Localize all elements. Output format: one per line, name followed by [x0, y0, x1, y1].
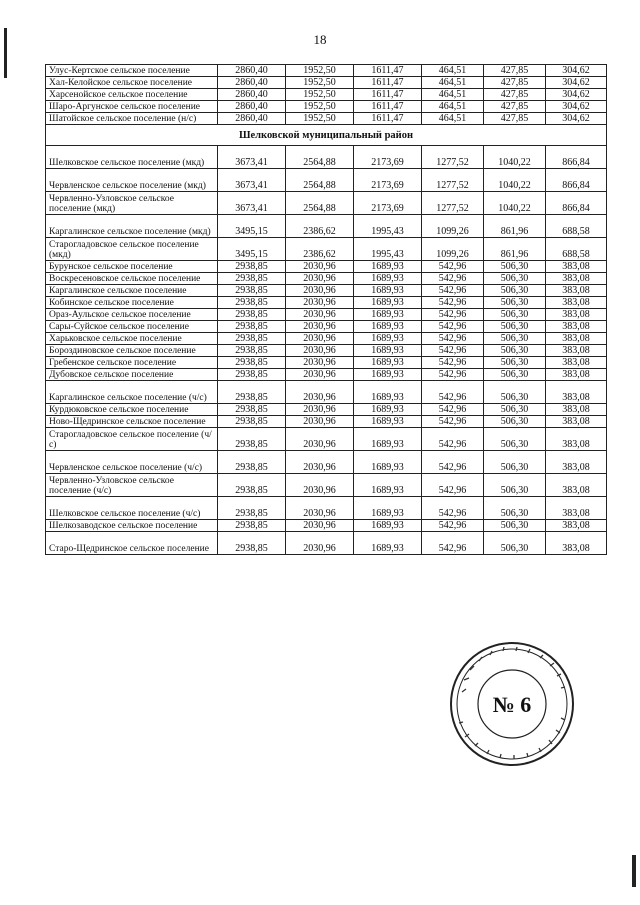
tariff-value: 2938,85 — [218, 309, 286, 321]
tariff-value: 383,08 — [546, 369, 607, 381]
tariff-value: 464,51 — [422, 77, 484, 89]
tariff-value: 383,08 — [546, 520, 607, 532]
tariff-value: 542,96 — [422, 428, 484, 451]
tariff-value: 383,08 — [546, 261, 607, 273]
tariff-value: 383,08 — [546, 285, 607, 297]
table-row — [46, 333, 607, 345]
tariff-value: 2938,85 — [218, 451, 286, 474]
tariff-value: 1995,43 — [354, 238, 422, 261]
tariff-value: 1099,26 — [422, 238, 484, 261]
tariff-value: 2030,96 — [286, 404, 354, 416]
tariff-value: 1689,93 — [354, 345, 422, 357]
tariff-value: 2938,85 — [218, 321, 286, 333]
tariff-value: 2030,96 — [286, 532, 354, 555]
tariff-value: 506,30 — [484, 404, 546, 416]
tariff-value: 304,62 — [546, 101, 607, 113]
tariff-value: 542,96 — [422, 321, 484, 333]
table-row — [46, 404, 607, 416]
tariff-value: 383,08 — [546, 404, 607, 416]
tariff-value: 304,62 — [546, 77, 607, 89]
tariff-value: 2030,96 — [286, 428, 354, 451]
tariff-value: 542,96 — [422, 416, 484, 428]
settlement-name: Бурунское сельское поселение — [46, 261, 218, 273]
tariff-value: 1689,93 — [354, 261, 422, 273]
tariff-value: 2938,85 — [218, 285, 286, 297]
settlement-name: Старо-Щедринское сельское поселение — [46, 532, 218, 555]
tariff-value: 383,08 — [546, 381, 607, 404]
tariff-value: 1099,26 — [422, 215, 484, 238]
tariff-value: 2938,85 — [218, 381, 286, 404]
tariff-value: 1277,52 — [422, 146, 484, 169]
tariff-value: 542,96 — [422, 309, 484, 321]
settlement-name: Червленское сельское поселение (ч/с) — [46, 451, 218, 474]
tariff-value: 2386,62 — [286, 238, 354, 261]
tariff-value: 1689,93 — [354, 297, 422, 309]
tariff-value: 506,30 — [484, 297, 546, 309]
tariff-value: 2030,96 — [286, 381, 354, 404]
tariff-value: 383,08 — [546, 451, 607, 474]
tariff-value: 542,96 — [422, 261, 484, 273]
tariff-value: 383,08 — [546, 357, 607, 369]
settlement-name: Харьковское сельское поселение — [46, 333, 218, 345]
tariff-value: 427,85 — [484, 113, 546, 125]
tariff-value: 2173,69 — [354, 146, 422, 169]
tariff-value: 2030,96 — [286, 416, 354, 428]
tariff-value: 1040,22 — [484, 192, 546, 215]
tariff-value: 506,30 — [484, 345, 546, 357]
tariff-value: 506,30 — [484, 520, 546, 532]
tariff-value: 383,08 — [546, 474, 607, 497]
tariff-value: 2938,85 — [218, 497, 286, 520]
settlement-name: Каргалинское сельское поселение (мкд) — [46, 215, 218, 238]
tariff-value: 2938,85 — [218, 404, 286, 416]
table-row — [46, 169, 607, 192]
settlement-name: Дубовское сельское поселение — [46, 369, 218, 381]
tariff-value: 866,84 — [546, 169, 607, 192]
tariff-value: 542,96 — [422, 369, 484, 381]
tariff-value: 2938,85 — [218, 333, 286, 345]
settlement-name: Сары-Суйское сельское поселение — [46, 321, 218, 333]
tariff-value: 2860,40 — [218, 65, 286, 77]
table-row — [46, 345, 607, 357]
tariff-value: 383,08 — [546, 428, 607, 451]
tariff-value: 1689,93 — [354, 273, 422, 285]
tariff-value: 383,08 — [546, 345, 607, 357]
section-row — [46, 125, 607, 146]
tariff-value: 2938,85 — [218, 532, 286, 555]
tariff-value: 3495,15 — [218, 238, 286, 261]
settlement-name: Курдюковское сельское поселение — [46, 404, 218, 416]
settlement-name: Ораз-Аульское сельское поселение — [46, 309, 218, 321]
tariff-value: 506,30 — [484, 381, 546, 404]
tariff-value: 1689,93 — [354, 309, 422, 321]
tariff-value: 542,96 — [422, 497, 484, 520]
settlement-name: Ново-Щедринское сельское поселение — [46, 416, 218, 428]
tariff-value: 506,30 — [484, 532, 546, 555]
table-row — [46, 357, 607, 369]
tariff-value: 861,96 — [484, 238, 546, 261]
tariff-value: 304,62 — [546, 89, 607, 101]
tariff-value: 1277,52 — [422, 192, 484, 215]
tariff-value: 2030,96 — [286, 345, 354, 357]
settlement-name: Старогладовское сельское поселение (мкд) — [46, 238, 218, 261]
tariff-value: 383,08 — [546, 309, 607, 321]
tariff-value: 2860,40 — [218, 89, 286, 101]
tariff-value: 2564,88 — [286, 146, 354, 169]
tariff-value: 2030,96 — [286, 474, 354, 497]
table-row — [46, 215, 607, 238]
tariff-value: 542,96 — [422, 404, 484, 416]
tariff-value: 506,30 — [484, 273, 546, 285]
tariff-value: 383,08 — [546, 321, 607, 333]
table-row — [46, 416, 607, 428]
tariff-value: 304,62 — [546, 65, 607, 77]
tariff-value: 542,96 — [422, 285, 484, 297]
settlement-name: Шелковское сельское поселение (ч/с) — [46, 497, 218, 520]
tariff-value: 1040,22 — [484, 146, 546, 169]
tariff-value: 383,08 — [546, 532, 607, 555]
table-row — [46, 285, 607, 297]
tariff-value: 2564,88 — [286, 192, 354, 215]
table-row — [46, 451, 607, 474]
tariff-value: 861,96 — [484, 215, 546, 238]
table-row — [46, 297, 607, 309]
tariff-value: 1689,93 — [354, 532, 422, 555]
tariff-value: 1611,47 — [354, 89, 422, 101]
settlement-name: Шелковское сельское поселение (мкд) — [46, 146, 218, 169]
settlement-name: Шаро-Аргунское сельское поселение — [46, 101, 218, 113]
tariff-value: 2938,85 — [218, 520, 286, 532]
tariff-value: 542,96 — [422, 357, 484, 369]
tariff-value: 1689,93 — [354, 321, 422, 333]
settlement-name: Кобинское сельское поселение — [46, 297, 218, 309]
tariff-value: 506,30 — [484, 416, 546, 428]
tariff-value: 542,96 — [422, 333, 484, 345]
tariff-value: 2030,96 — [286, 333, 354, 345]
tariff-value: 2938,85 — [218, 357, 286, 369]
tariff-value: 427,85 — [484, 101, 546, 113]
settlement-name: Бороздиновское сельское поселение — [46, 345, 218, 357]
official-seal-stamp — [448, 640, 576, 768]
table-row — [46, 474, 607, 497]
tariff-value: 2030,96 — [286, 273, 354, 285]
tariff-value: 464,51 — [422, 89, 484, 101]
table-row — [46, 309, 607, 321]
table-row — [46, 77, 607, 89]
tariff-value: 1995,43 — [354, 215, 422, 238]
tariff-value: 427,85 — [484, 77, 546, 89]
tariff-value: 506,30 — [484, 451, 546, 474]
tariff-value: 506,30 — [484, 369, 546, 381]
tariff-value: 2030,96 — [286, 285, 354, 297]
tariff-value: 2030,96 — [286, 369, 354, 381]
settlement-name: Червленское сельское поселение (мкд) — [46, 169, 218, 192]
settlement-name: Воскресеновское сельское поселение — [46, 273, 218, 285]
tariff-value: 383,08 — [546, 297, 607, 309]
tariff-value: 3673,41 — [218, 192, 286, 215]
table-row — [46, 520, 607, 532]
tariff-value: 383,08 — [546, 273, 607, 285]
tariff-value: 383,08 — [546, 416, 607, 428]
settlement-name: Шелкозаводское сельское поселение — [46, 520, 218, 532]
tariff-value: 506,30 — [484, 333, 546, 345]
tariff-value: 506,30 — [484, 261, 546, 273]
settlement-name: Каргалинское сельское поселение — [46, 285, 218, 297]
tariff-value: 542,96 — [422, 345, 484, 357]
tariff-value: 1952,50 — [286, 113, 354, 125]
tariff-value: 2938,85 — [218, 273, 286, 285]
tariff-value: 2173,69 — [354, 169, 422, 192]
tariff-value: 464,51 — [422, 65, 484, 77]
table-row — [46, 321, 607, 333]
tariff-value: 688,58 — [546, 215, 607, 238]
tariff-value: 542,96 — [422, 474, 484, 497]
section-title: Шелковской муниципальный район — [46, 125, 607, 146]
tariff-value: 866,84 — [546, 192, 607, 215]
table-row — [46, 146, 607, 169]
table-row — [46, 369, 607, 381]
tariff-value: 1040,22 — [484, 169, 546, 192]
tariff-value: 506,30 — [484, 321, 546, 333]
tariff-value: 2030,96 — [286, 520, 354, 532]
table-row — [46, 273, 607, 285]
tariff-value: 1689,93 — [354, 381, 422, 404]
table-row — [46, 497, 607, 520]
table-row — [46, 113, 607, 125]
tariff-value: 1689,93 — [354, 474, 422, 497]
tariff-value: 506,30 — [484, 309, 546, 321]
tariff-value: 464,51 — [422, 113, 484, 125]
tariff-value: 1689,93 — [354, 404, 422, 416]
table-row — [46, 65, 607, 77]
tariff-value: 2173,69 — [354, 192, 422, 215]
tariff-value: 3495,15 — [218, 215, 286, 238]
table-row — [46, 261, 607, 273]
tariff-value: 2030,96 — [286, 357, 354, 369]
tariff-value: 2938,85 — [218, 474, 286, 497]
tariff-table — [45, 64, 607, 555]
tariff-value: 542,96 — [422, 273, 484, 285]
tariff-value: 506,30 — [484, 474, 546, 497]
tariff-value: 1689,93 — [354, 285, 422, 297]
tariff-value: 2564,88 — [286, 169, 354, 192]
tariff-value: 464,51 — [422, 101, 484, 113]
table-row — [46, 428, 607, 451]
tariff-value: 304,62 — [546, 113, 607, 125]
tariff-value: 1952,50 — [286, 65, 354, 77]
table-row — [46, 101, 607, 113]
settlement-name: Харсенойское сельское поселение — [46, 89, 218, 101]
tariff-value: 2030,96 — [286, 497, 354, 520]
tariff-value: 427,85 — [484, 89, 546, 101]
table-row — [46, 532, 607, 555]
tariff-value: 1611,47 — [354, 101, 422, 113]
settlement-name: Каргалинское сельское поселение (ч/с) — [46, 381, 218, 404]
tariff-value: 2030,96 — [286, 261, 354, 273]
tariff-value: 542,96 — [422, 297, 484, 309]
tariff-value: 2860,40 — [218, 113, 286, 125]
settlement-name: Червленно-Узловское сельское поселение (мкд) — [46, 192, 218, 215]
tariff-value: 506,30 — [484, 497, 546, 520]
tariff-value: 1611,47 — [354, 77, 422, 89]
tariff-value: 688,58 — [546, 238, 607, 261]
table-row — [46, 238, 607, 261]
tariff-value: 1689,93 — [354, 357, 422, 369]
stamp-number: № 6 — [492, 692, 532, 717]
table-row — [46, 192, 607, 215]
settlement-name: Хал-Келойское сельское поселение — [46, 77, 218, 89]
table-row — [46, 381, 607, 404]
tariff-value: 1611,47 — [354, 113, 422, 125]
settlement-name: Гребенское сельское поселение — [46, 357, 218, 369]
tariff-value: 2938,85 — [218, 428, 286, 451]
tariff-value: 506,30 — [484, 357, 546, 369]
tariff-value: 2386,62 — [286, 215, 354, 238]
tariff-value: 2860,40 — [218, 101, 286, 113]
tariff-value: 542,96 — [422, 451, 484, 474]
tariff-value: 1689,93 — [354, 333, 422, 345]
tariff-value: 427,85 — [484, 65, 546, 77]
tariff-value: 383,08 — [546, 497, 607, 520]
tariff-value: 542,96 — [422, 381, 484, 404]
tariff-value: 1952,50 — [286, 89, 354, 101]
page-number: 18 — [313, 32, 327, 47]
tariff-value: 1952,50 — [286, 77, 354, 89]
tariff-value: 2030,96 — [286, 309, 354, 321]
tariff-value: 542,96 — [422, 532, 484, 555]
tariff-value: 1689,93 — [354, 497, 422, 520]
tariff-value: 1689,93 — [354, 451, 422, 474]
tariff-value: 1952,50 — [286, 101, 354, 113]
scan-margin-mark — [632, 855, 636, 887]
table-row — [46, 89, 607, 101]
tariff-value: 506,30 — [484, 428, 546, 451]
tariff-value: 1689,93 — [354, 416, 422, 428]
table-body — [46, 65, 607, 555]
tariff-value: 3673,41 — [218, 169, 286, 192]
tariff-value: 2938,85 — [218, 369, 286, 381]
tariff-value: 1277,52 — [422, 169, 484, 192]
tariff-value: 542,96 — [422, 520, 484, 532]
tariff-value: 1689,93 — [354, 520, 422, 532]
settlement-name: Старогладовское сельское поселение (ч/с) — [46, 428, 218, 451]
tariff-value: 2030,96 — [286, 297, 354, 309]
settlement-name: Червленно-Узловское сельское поселение (ч/с) — [46, 474, 218, 497]
tariff-value: 2030,96 — [286, 451, 354, 474]
tariff-value: 3673,41 — [218, 146, 286, 169]
tariff-value: 2938,85 — [218, 261, 286, 273]
tariff-value: 2860,40 — [218, 77, 286, 89]
tariff-value: 1689,93 — [354, 369, 422, 381]
tariff-value: 2938,85 — [218, 416, 286, 428]
tariff-value: 383,08 — [546, 333, 607, 345]
tariff-value: 2938,85 — [218, 345, 286, 357]
tariff-value: 2030,96 — [286, 321, 354, 333]
tariff-value: 866,84 — [546, 146, 607, 169]
settlement-name: Шатойское сельское поселение (н/с) — [46, 113, 218, 125]
tariff-value: 1611,47 — [354, 65, 422, 77]
tariff-value: 2938,85 — [218, 297, 286, 309]
tariff-value: 506,30 — [484, 285, 546, 297]
settlement-name: Улус-Кертское сельское поселение — [46, 65, 218, 77]
tariff-value: 1689,93 — [354, 428, 422, 451]
